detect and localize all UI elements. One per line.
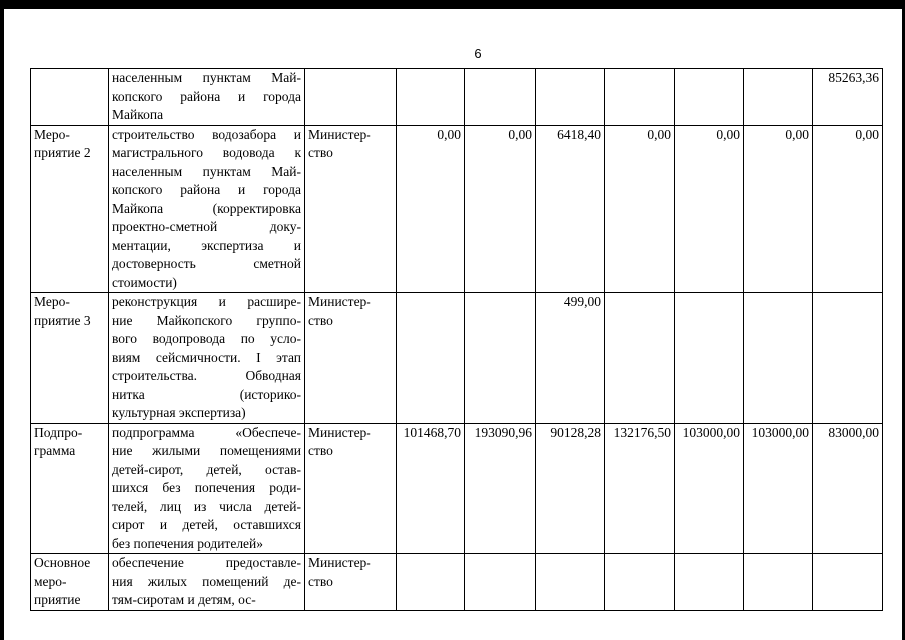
value-cell: [465, 69, 536, 126]
value-cell: 6418,40: [536, 125, 605, 293]
event-type-line: меро-: [34, 573, 67, 589]
description-line: сирот и детей, оставшихся: [112, 517, 301, 532]
executor-line: ство: [308, 312, 333, 328]
description-cell: [109, 125, 305, 293]
table-body: [31, 69, 883, 611]
scan-border-top: [0, 0, 905, 9]
executor-line: Министер-: [308, 294, 371, 309]
value-cell: [813, 293, 883, 424]
description-line: детей-сирот, детей, остав-: [112, 461, 301, 477]
executor-cell: [305, 69, 397, 126]
executor-cell: [305, 423, 397, 554]
event-type-line: приятие 3: [34, 312, 91, 328]
value-cell: [675, 69, 744, 126]
executor-cell: [305, 293, 397, 424]
event-type-cell: [31, 69, 109, 126]
value-cell: 103000,00: [744, 423, 813, 554]
page-number: 6: [474, 46, 482, 61]
event-type-line: Подпро-: [34, 424, 83, 440]
value-cell: 0,00: [465, 125, 536, 293]
description-cell: [109, 554, 305, 611]
value-cell: 103000,00: [675, 423, 744, 554]
event-type-cell: [31, 125, 109, 293]
value-cell: [744, 554, 813, 611]
table-row: [31, 125, 883, 293]
value-cell: [744, 69, 813, 126]
value-cell: 90128,28: [536, 423, 605, 554]
description-line: тям-сиротам и детям, ос-: [112, 592, 256, 607]
description-line: населенным пунктам Май-: [112, 70, 301, 85]
description-line: Майкопа (корректировка: [112, 200, 301, 216]
executor-cell: [305, 554, 397, 611]
description-line: ние Майкопского группо-: [112, 312, 301, 328]
value-cell: 101468,70: [397, 423, 465, 554]
value-cell: [536, 69, 605, 126]
executor-line: ство: [308, 573, 333, 589]
value-cell: [465, 554, 536, 611]
event-type-line: приятие 2: [34, 145, 91, 160]
description-line: ния жилых помещений де-: [112, 573, 301, 589]
description-line: ние жилыми помещениями: [112, 443, 301, 458]
description-line: нитка (историко-: [112, 386, 301, 402]
description-line: строительство водозабора и: [112, 126, 301, 142]
description-line: копского района и города: [112, 182, 301, 197]
description-line: виям сейсмичности. I этап: [112, 349, 301, 365]
value-cell: [397, 69, 465, 126]
event-type-line: грамма: [34, 443, 76, 458]
table-row: [31, 69, 883, 126]
description-line: вого водопровода по усло-: [112, 331, 301, 346]
value-cell: [744, 293, 813, 424]
description-cell: [109, 293, 305, 424]
value-cell: 0,00: [744, 125, 813, 293]
description-line: достоверность сметной: [112, 256, 301, 271]
executor-line: Министер-: [308, 126, 371, 142]
value-cell: [397, 293, 465, 424]
description-line: стоимости): [112, 274, 177, 290]
description-line: проектно-сметной доку-: [112, 219, 301, 234]
description-line: строительства. Обводная: [112, 368, 301, 383]
event-type-line: приятие: [34, 592, 81, 607]
budget-table: [30, 68, 883, 611]
value-cell: 83000,00: [813, 423, 883, 554]
description-cell: [109, 423, 305, 554]
executor-line: ство: [308, 443, 333, 458]
executor-line: ство: [308, 145, 333, 160]
description-line: телей, лиц из числа детей-: [112, 498, 301, 514]
value-cell: [605, 554, 675, 611]
value-cell: [397, 554, 465, 611]
description-line: реконструкция и расшире-: [112, 294, 301, 309]
value-cell: [605, 69, 675, 126]
value-cell: 85263,36: [813, 69, 883, 126]
table-row: [31, 423, 883, 554]
event-type-line: Меро-: [34, 294, 70, 309]
description-line: населенным пунктам Май-: [112, 163, 301, 179]
description-line: без попечения родителей»: [112, 535, 264, 551]
event-type-cell: [31, 423, 109, 554]
event-type-cell: [31, 554, 109, 611]
event-type-line: Основное: [34, 555, 91, 570]
value-cell: [605, 293, 675, 424]
description-cell: [109, 69, 305, 126]
value-cell: 499,00: [536, 293, 605, 424]
event-type-line: Меро-: [34, 126, 70, 142]
executor-line: Министер-: [308, 555, 371, 570]
value-cell: [465, 293, 536, 424]
description-line: обеспечение предоставле-: [112, 555, 301, 570]
event-type-cell: [31, 293, 109, 424]
description-line: магистрального водовода к: [112, 145, 301, 160]
value-cell: 0,00: [397, 125, 465, 293]
executor-line: Министер-: [308, 424, 371, 440]
value-cell: [536, 554, 605, 611]
description-line: подпрограмма «Обеспече-: [112, 424, 301, 440]
description-line: ментации, экспертиза и: [112, 237, 301, 253]
value-cell: [813, 554, 883, 611]
description-line: шихся без попечения роди-: [112, 480, 301, 495]
scan-border-left: [0, 0, 4, 640]
value-cell: 0,00: [675, 125, 744, 293]
value-cell: 0,00: [813, 125, 883, 293]
table-row: [31, 554, 883, 611]
value-cell: [675, 293, 744, 424]
value-cell: 193090,96: [465, 423, 536, 554]
table-row: [31, 293, 883, 424]
value-cell: 0,00: [605, 125, 675, 293]
value-cell: [675, 554, 744, 611]
description-line: Майкопа: [112, 107, 164, 122]
value-cell: 132176,50: [605, 423, 675, 554]
description-line: культурная экспертиза): [112, 405, 246, 420]
description-line: копского района и города: [112, 88, 301, 104]
executor-cell: [305, 125, 397, 293]
